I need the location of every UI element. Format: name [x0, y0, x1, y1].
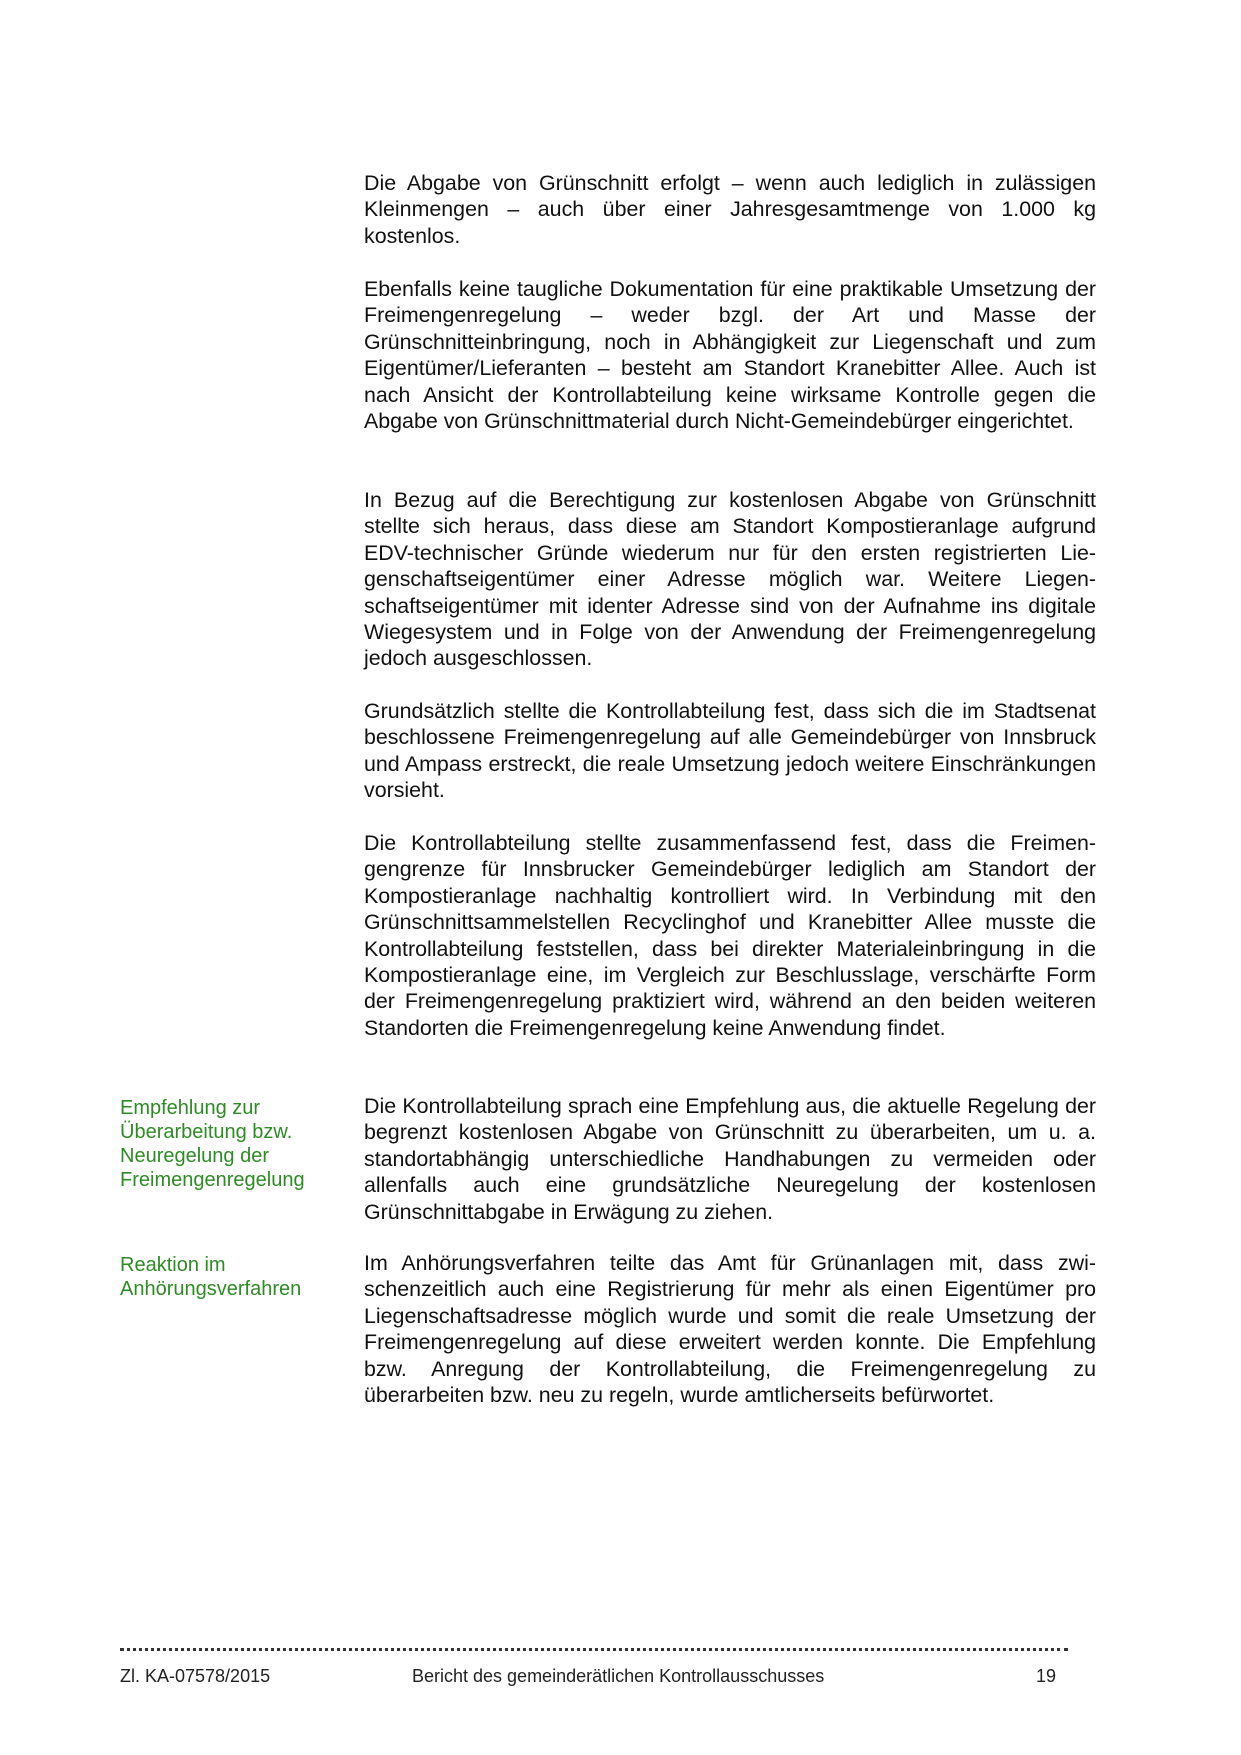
sidebar-note-reaction: Reaktion im Anhörungsverfahren: [120, 1254, 302, 1300]
sidebar-note-recommendation: Empfehlung zur Überarbeitung bzw. Neuregelung der Freimengenregelung: [120, 1097, 305, 1191]
footer-page-number: 19: [1036, 1666, 1057, 1686]
paragraph-reaction: Im Anhörungsverfahren teilte das Amt für Grünanlagen mit, dass zwischenzeitlich auch eine Registrierung für mehr als einen Eigentümer pro Liegenschaftsadresse möglich wurde und somit die reale Umsetzung der Freimengenregelung auf diese erweitert werden konnte. Die Empfehlung bzw. Anregung der Kontrollabteilung, die Freimengenregelung zu überarbeiten bzw. neu zu regeln, wurde amtlicherseits befürwortet.: [364, 1251, 1096, 1408]
footer-divider: [120, 1648, 1068, 1651]
paragraph-recommendation: Die Kontrollabteilung sprach eine Empfehlung aus, die aktuelle Regelung der begrenzt kostenlosen Abgabe von Grünschnitt zu überarbeiten, um u. a. standortabhängig unterschiedliche Handhabungen zu vermeiden oder allenfalls auch eine grundsätzliche Neuregelung der kostenlosen Grünschnittabgabe in Erwägung zu ziehen.: [364, 1094, 1096, 1224]
paragraph-summary: Die Kontrollabteilung stellte zusammenfassend fest, dass die Freimengengrenze für Innsbrucker Gemeindebürger lediglich am Standort der Kompostieranlage nachhaltig kontrolliert wird. In Verbindung mit den Grünschnittsammelstellen Recyclinghof und Kranebitter Allee musste die Kontrollabteilung feststellen, dass bei direkter Materialeinbringung in die Kompostieranlage eine, im Vergleich zur Beschlusslage, verschärfte Form der Freimengenregelung praktiziert wird, während an den beiden weiteren Standorten die Freimengenregelung keine Anwendung findet.: [364, 831, 1096, 1040]
paragraph-entitlement: In Bezug auf die Berechtigung zur kostenlosen Abgabe von Grünschnitt stellte sich heraus, dass diese am Standort Kompostieranlage aufgrund EDV-technischer Gründe wiederum nur für den ersten registrierten Liegenschaftseigentümer einer Adresse möglich war. Weitere Liegenschaftseigentümer mit identer Adresse sind von der Aufnahme ins digitale Wiegesystem und in Folge von der Anwendung der Freimengenregelung jedoch ausgeschlossen.: [364, 488, 1096, 671]
paragraph-documentation: Ebenfalls keine taugliche Dokumentation für eine praktikable Umsetzung der Freimengenregelung – weder bzgl. der Art und Masse der Grünschnitteinbringung, noch in Abhängigkeit zur Liegenschaft und zum Eigentümer/Lieferanten – besteht am Standort Kranebitter Allee. Auch ist nach Ansicht der Kontrollabteilung keine wirksame Kontrolle gegen die Abgabe von Grünschnittmaterial durch Nicht-Gemeindebürger eingerichtet.: [364, 277, 1096, 434]
footer-reference: Zl. KA-07578/2015: [120, 1666, 271, 1686]
paragraph-greenwaste-free: Die Abgabe von Grünschnitt erfolgt – wenn auch lediglich in zulässigen Kleinmengen – auch über einer Jahresgesamtmenge von 1.000 kg kostenlos.: [364, 171, 1096, 248]
paragraph-principle: Grundsätzlich stellte die Kontrollabteilung fest, dass sich die im Stadtsenat beschlossene Freimengenregelung auf alle Gemeindebürger von Innsbruck und Ampass erstreckt, die reale Umsetzung jedoch weitere Einschränkungen vorsieht.: [364, 699, 1096, 803]
footer-report-title: Bericht des gemeinderätlichen Kontrollausschusses: [412, 1666, 825, 1686]
